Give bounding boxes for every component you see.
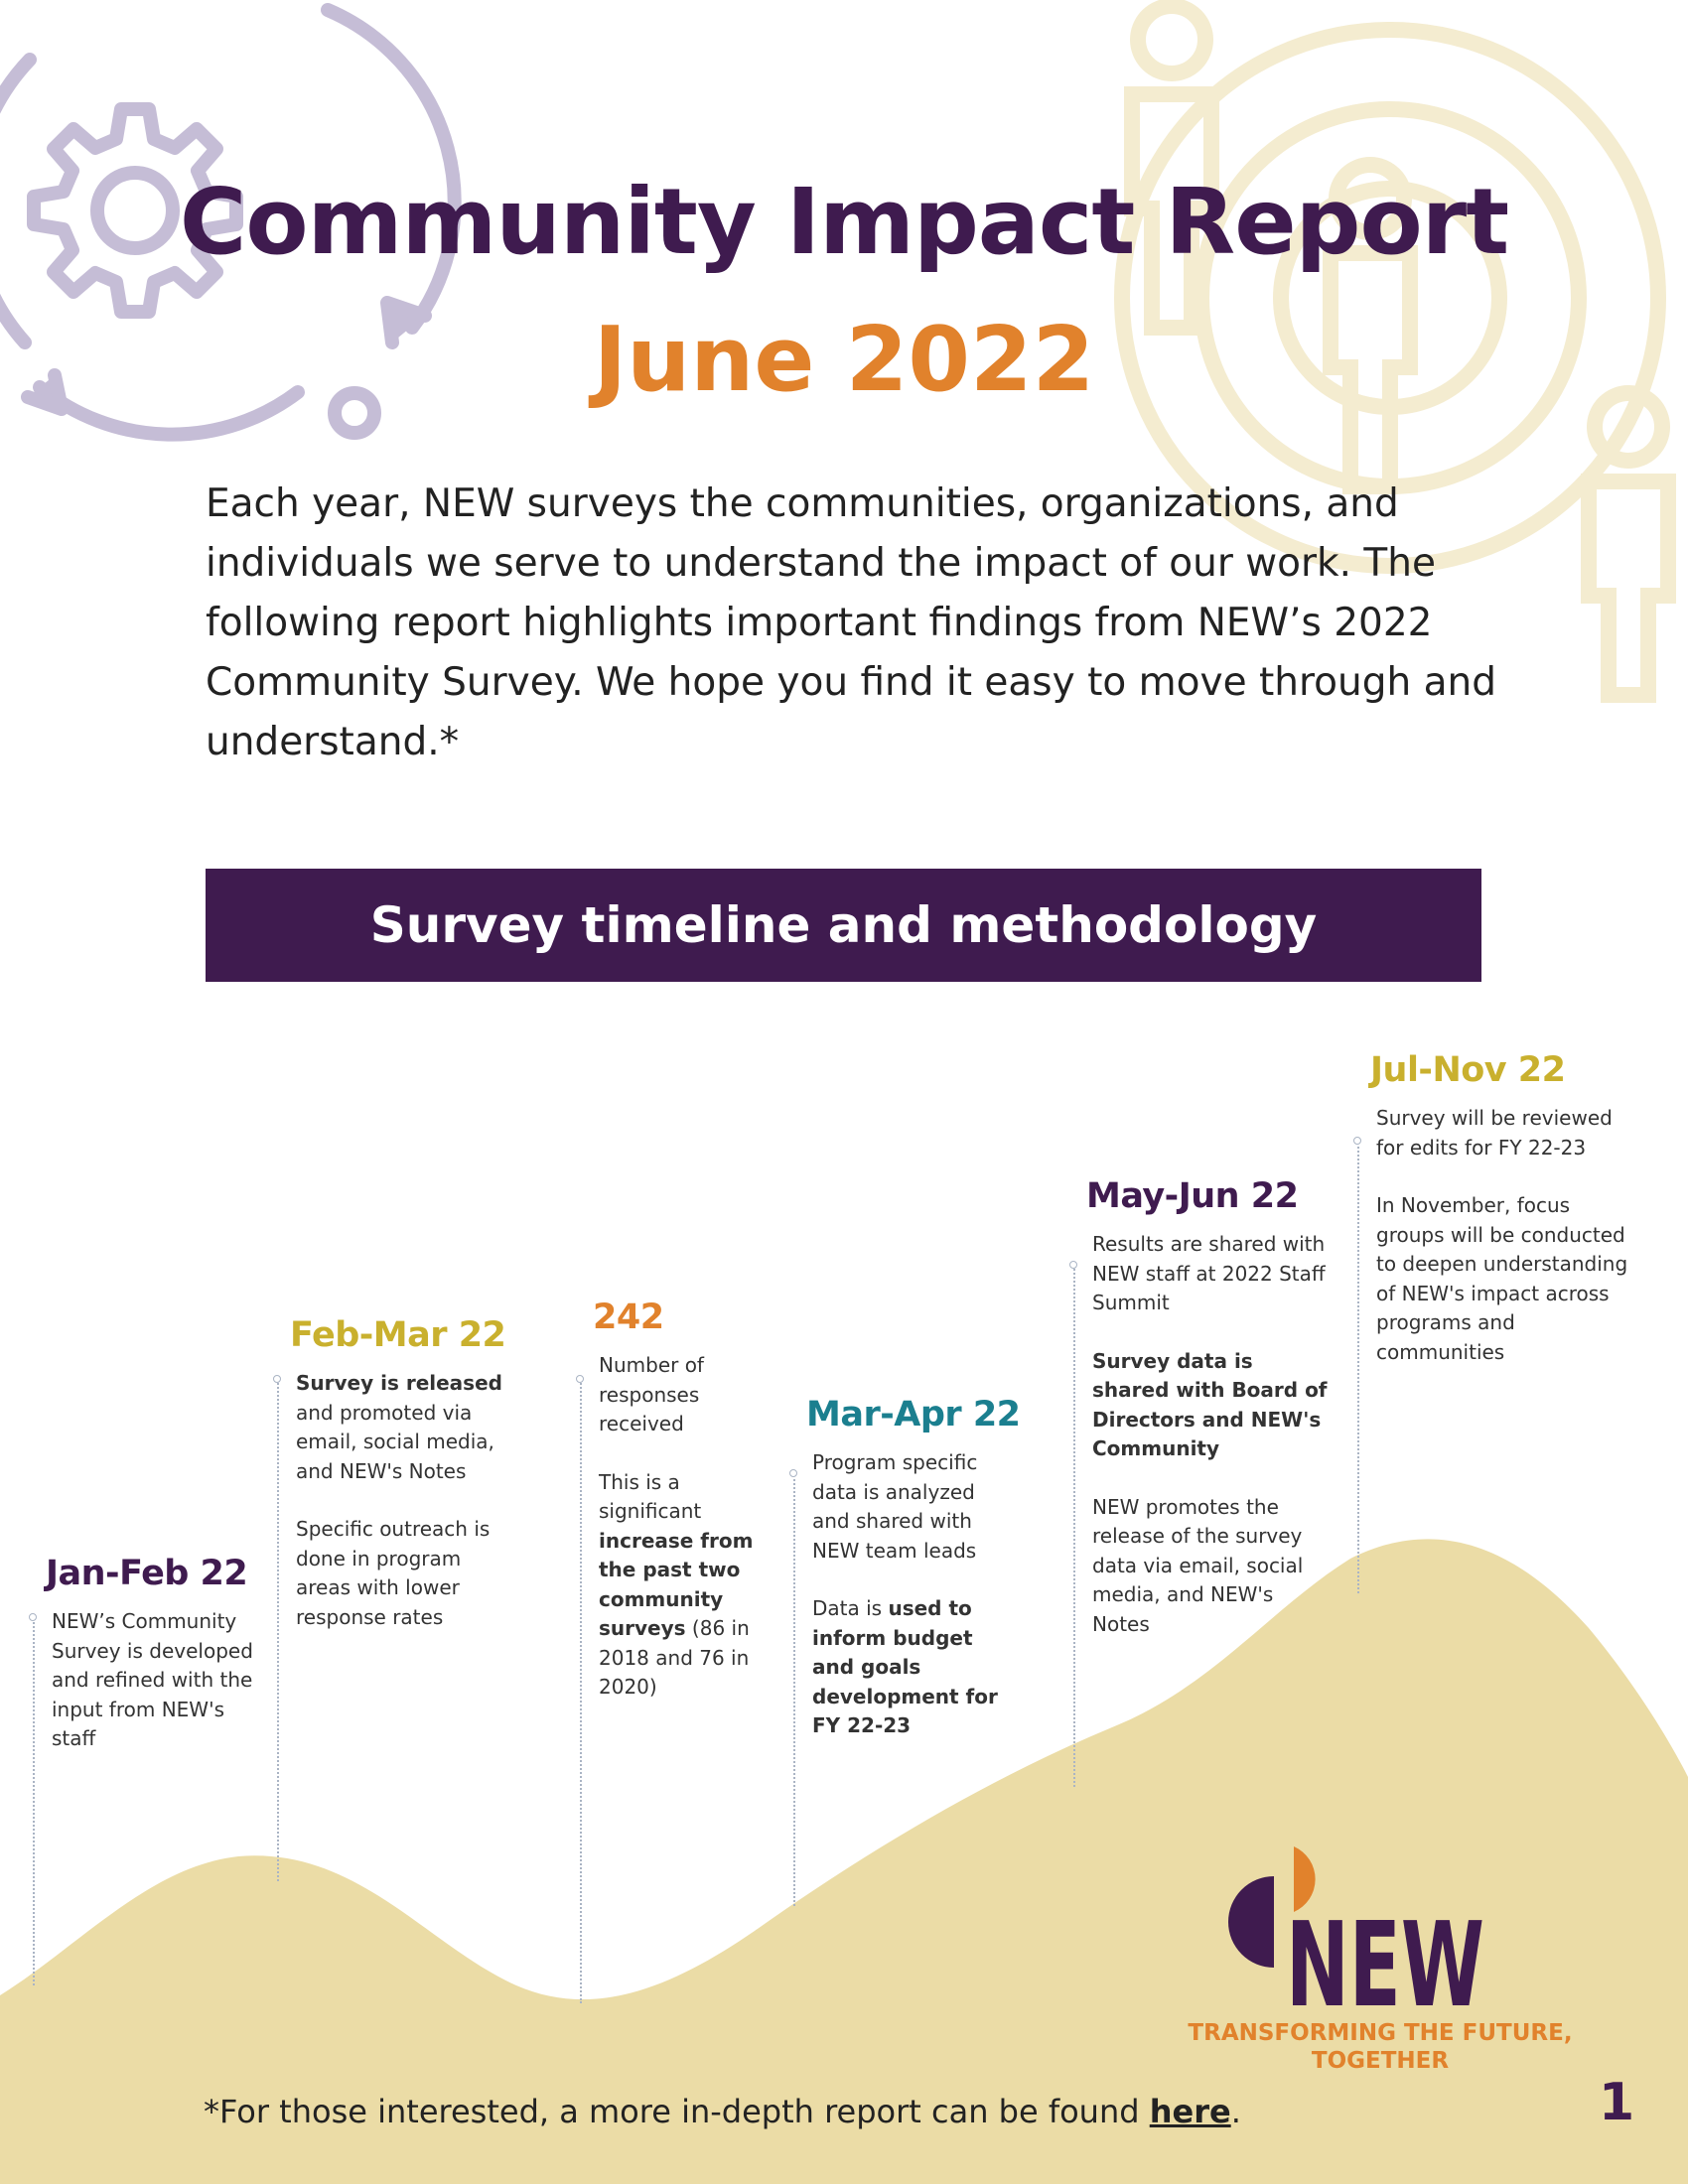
stage-paragraph	[1376, 1104, 1634, 1162]
stage-text: Specific outreach is done in program areas with lower response rates	[296, 1517, 491, 1629]
stage-text: Number of responses received	[599, 1353, 704, 1435]
report-link[interactable]: here	[1149, 2093, 1231, 2130]
stage-text: Data is	[812, 1596, 889, 1620]
stage-heading: Jul-Nov 22	[1370, 1050, 1566, 1090]
timeline-dot	[789, 1469, 797, 1477]
footnote	[204, 2093, 1241, 2130]
page-number: 1	[1599, 2073, 1635, 2132]
stage-paragraph	[1092, 1493, 1336, 1640]
stage-description	[52, 1607, 260, 1754]
stage-paragraph	[812, 1594, 1011, 1741]
timeline-connector	[1073, 1266, 1075, 1787]
timeline-dot	[1353, 1137, 1361, 1145]
stage-paragraph	[599, 1351, 768, 1439]
timeline-connector	[277, 1380, 279, 1881]
stage-paragraph	[1376, 1191, 1634, 1367]
stage-description	[1376, 1104, 1634, 1367]
stage-text-bold: increase from the past two community surveys	[599, 1528, 754, 1640]
timeline-connector	[1357, 1142, 1359, 1593]
footnote-text: *For those interested, a more in-depth report can be found	[204, 2093, 1150, 2130]
timeline-dot	[29, 1613, 37, 1621]
timeline-dot	[273, 1375, 281, 1383]
stage-text: In November, focus groups will be conducted to deepen understanding of NEW's impact across programs and communities	[1376, 1193, 1628, 1364]
stage-paragraph	[599, 1468, 768, 1703]
stage-paragraph	[296, 1515, 509, 1632]
logo-wordmark: NEW	[1286, 1896, 1484, 2025]
timeline-stage	[290, 1315, 533, 1632]
page-title: Community Impact Report	[179, 169, 1509, 275]
timeline-connector	[33, 1618, 35, 1985]
stage-text: This is a significant	[599, 1469, 702, 1523]
stage-text: Survey will be reviewed for edits for FY 22-23	[1376, 1106, 1613, 1160]
stage-description	[812, 1448, 1011, 1741]
new-logo	[1216, 1846, 1494, 2025]
stage-text: NEW promotes the release of the survey data via email, social media, and NEW's Notes	[1092, 1494, 1304, 1636]
stage-text-bold: used to inform budget and goals development for FY 22-23	[812, 1596, 998, 1737]
section-banner: Survey timeline and methodology	[206, 869, 1481, 982]
stage-heading: May-Jun 22	[1086, 1176, 1299, 1216]
stage-text-bold: Survey is released	[296, 1371, 502, 1395]
stage-paragraph	[1092, 1347, 1336, 1464]
timeline-stage	[806, 1395, 1035, 1741]
timeline-connector	[793, 1474, 795, 1906]
stage-text: Results are shared with NEW staff at 2022 Staff Summit	[1092, 1232, 1326, 1314]
stage-description	[1092, 1230, 1336, 1639]
timeline-connector	[580, 1380, 582, 2003]
intro-paragraph: Each year, NEW surveys the communities, organizations, and individuals we serve to understand the impact of our work. The following report highlights important findings from NEW’s 2022 Community Survey. We hope you find it easy to move through and understand.*	[206, 481, 1496, 764]
stage-heading: Mar-Apr 22	[806, 1395, 1021, 1434]
logo-tagline	[1172, 2019, 1589, 2075]
stage-description	[599, 1351, 768, 1703]
stage-text: (86 in 2018 and 76 in 2020)	[599, 1616, 750, 1699]
stage-paragraph	[52, 1607, 260, 1754]
timeline-dot	[576, 1375, 584, 1383]
logo-mark-left	[1228, 1876, 1274, 1968]
timeline-stage	[46, 1554, 284, 1754]
stage-text: Program specific data is analyzed and shared with NEW team leads	[812, 1450, 978, 1563]
report-date: June 2022	[593, 308, 1095, 412]
timeline-dot	[1069, 1261, 1077, 1269]
tagline-line-1: TRANSFORMING THE FUTURE,	[1188, 2020, 1573, 2046]
stage-text: NEW’s Community Survey is developed and refined with the input from NEW's staff	[52, 1609, 253, 1750]
timeline-stage	[1370, 1050, 1658, 1367]
tagline-line-2: TOGETHER	[1311, 2048, 1450, 2074]
stage-paragraph	[812, 1448, 1011, 1566]
timeline-stage	[1086, 1176, 1359, 1639]
stage-text: and promoted via email, social media, and NEW's Notes	[296, 1400, 494, 1483]
stage-description	[296, 1369, 509, 1632]
stage-heading: Jan-Feb 22	[46, 1554, 248, 1593]
stage-heading: 242	[593, 1297, 664, 1337]
stage-text-bold: Survey data is shared with Board of Directors and NEW's Community	[1092, 1348, 1328, 1460]
stage-paragraph	[296, 1369, 509, 1486]
footnote-period: .	[1230, 2093, 1241, 2130]
stage-heading: Feb-Mar 22	[290, 1315, 506, 1355]
stage-paragraph	[1092, 1230, 1336, 1318]
timeline-stage	[593, 1297, 791, 1703]
